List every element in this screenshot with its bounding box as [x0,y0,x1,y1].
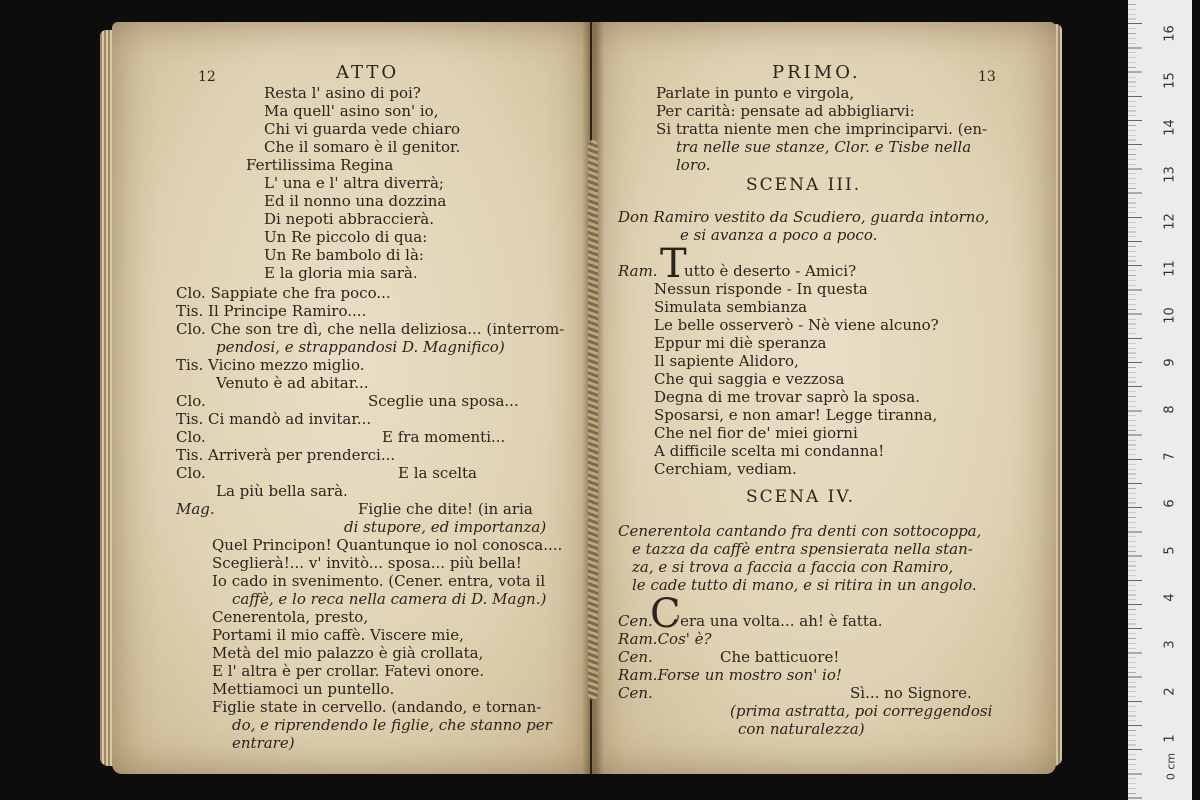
dialogue-line: Sceglierà!... v' invitò... sposa... più bella! [212,554,522,572]
stage-direction: za, e si trova a faccia a faccia con Ramiro, [632,558,954,576]
scene-heading: SCENA IV. [746,487,856,507]
dialogue-line: Nessun risponde - In questa [654,280,868,298]
measuring-ruler [1128,0,1192,800]
dialogue-line: Tis. Ci mandò ad invitar... [176,410,372,428]
dialogue-line: Sì... no Signore. [850,684,972,702]
ruler-number: 2 [1162,687,1178,696]
ruler-number: 7 [1162,452,1178,461]
dialogue-line: E l' altra è per crollar. Fatevi onore. [212,662,485,680]
dialogue-line: Che qui saggia e vezzosa [654,370,845,388]
stage-direction: entrare) [232,734,295,752]
speaker-label: Cen. [618,612,653,630]
stage-direction: do, e riprendendo le figlie, che stanno per [232,716,552,734]
dialogue-line: Cerchiam, vediam. [654,460,797,478]
stage-direction: caffè, e lo reca nella camera di D. Magn.) [232,590,547,608]
dialogue-line: Tis. Vicino mezzo miglio. [176,356,365,374]
dialogue-line: Ram.Forse un mostro son' io! [618,666,842,684]
drop-cap: C [650,591,681,637]
stage-direction: e si avanza a poco a poco. [680,226,878,244]
dialogue-line: utto è deserto - Amici? [684,262,857,280]
dialogue-line: E fra momenti... [382,428,506,446]
ruler-number: 9 [1162,358,1178,367]
page-number: 12 [198,69,216,85]
verse-line: Che il somaro è il genitor. [264,138,461,156]
speaker-label: Cen. [618,648,653,666]
stage-direction: Cenerentola cantando fra denti con sottocoppa, [618,522,982,540]
running-head: ATTO [336,62,400,83]
dialogue-line: Quel Principon! Quantunque io nol conosca.... [212,536,563,554]
dialogue-line: Le belle osserverò - Nè viene alcuno? [654,316,939,334]
running-head: PRIMO. [772,62,861,83]
dialogue-line: A difficile scelta mi condanna! [654,442,885,460]
stage-direction: (prima astratta, poi correggendosi [730,702,993,720]
page-number: 13 [978,69,996,85]
stage-direction: loro. [676,156,711,174]
dialogue-line: Clo. Che son tre dì, che nella deliziosa... (interrom- [176,320,565,338]
verse-line: Ed il nonno una dozzina [264,192,447,210]
dialogue-line: Sceglie una sposa... [368,392,519,410]
ruler-number: 11 [1162,260,1178,277]
dialogue-line: Tis. Arriverà per prenderci... [176,446,396,464]
dialogue-line: Portami il mio caffè. Viscere mie, [212,626,464,644]
ruler-number: 10 [1162,307,1178,324]
verse-line: E la gloria mia sarà. [264,264,418,282]
dialogue-line: 'era una volta... ah! è fatta. [676,612,883,630]
dialogue-line: Si tratta niente men che imprinciparvi. (en- [656,120,988,138]
verse-line: Di nepoti abbraccierà. [264,210,434,228]
ruler-unit-label: 0 cm [1164,752,1178,781]
verse-line: Fertilissima Regina [246,156,394,174]
verse-line: Un Re bambolo di là: [264,246,424,264]
speaker-label: Clo. [176,464,206,482]
dialogue-line: Mettiamoci un puntello. [212,680,395,698]
dialogue-line: Venuto è ad abitar... [216,374,369,392]
stage-direction: tra nelle sue stanze, Clor. e Tisbe nella [676,138,972,156]
dialogue-line: Figlie che dite! (in aria [358,500,533,518]
ruler-number: 8 [1162,405,1178,414]
dialogue-line: Parlate in punto e virgola, [656,84,855,102]
right-page [592,22,1056,774]
ruler-number: 6 [1162,499,1178,508]
ruler-number: 12 [1162,213,1178,230]
dialogue-line: Sposarsi, e non amar! Legge tiranna, [654,406,938,424]
dialogue-line: Per carità: pensate ad abbigliarvi: [656,102,915,120]
verse-line: Resta l' asino di poi? [264,84,421,102]
verse-line: Ma quell' asino son' io, [264,102,439,120]
dialogue-line: Cenerentola, presto, [212,608,369,626]
ruler-number: 15 [1162,72,1178,89]
dialogue-line: Ram.Cos' è? [618,630,712,648]
dialogue-line: Che nel fior de' miei giorni [654,424,858,442]
dialogue-line: Clo. Sappiate che fra poco... [176,284,391,302]
left-page [112,22,590,774]
dialogue-line: La più bella sarà. [216,482,348,500]
dialogue-line: Che batticuore! [720,648,840,666]
binding-cord [588,140,598,700]
dialogue-line: Il sapiente Alidoro, [654,352,799,370]
verse-line: L' una e l' altra diverrà; [264,174,444,192]
verse-line: Un Re piccolo di qua: [264,228,428,246]
ruler-number: 16 [1162,25,1178,42]
dialogue-line: Degna di me trovar saprò la sposa. [654,388,920,406]
drop-cap: T [660,241,687,287]
dialogue-line: E la scelta [398,464,477,482]
dialogue-line: Io cado in svenimento. (Cener. entra, vota il [212,572,546,590]
ruler-number: 14 [1162,119,1178,136]
ruler-number: 1 [1162,734,1178,743]
dialogue-line: Tis. Il Principe Ramiro.... [176,302,367,320]
speaker-label: Clo. [176,428,206,446]
speaker-label: Cen. [618,684,653,702]
speaker-label: Ram. [618,262,658,280]
dialogue-line: Simulata sembianza [654,298,808,316]
stage-direction: di stupore, ed importanza) [344,518,547,536]
dialogue-line: Figlie state in cervello. (andando, e tornan- [212,698,542,716]
stage-direction: e tazza da caffè entra spensierata nella stan- [632,540,973,558]
scene-heading: SCENA III. [746,175,862,195]
speaker-label: Clo. [176,392,206,410]
verse-line: Chi vi guarda vede chiaro [264,120,461,138]
ruler-number: 3 [1162,640,1178,649]
ruler-number: 4 [1162,593,1178,602]
stage-direction: le cade tutto di mano, e si ritira in un angolo. [632,576,977,594]
stage-direction: Don Ramiro vestito da Scudiero, guarda intorno, [618,208,990,226]
dialogue-line: Eppur mi diè speranza [654,334,827,352]
speaker-label: Mag. [176,500,215,518]
ruler-number: 13 [1162,166,1178,183]
stage-direction: con naturalezza) [738,720,865,738]
ruler-number: 5 [1162,546,1178,555]
stage-direction: pendosi, e strappandosi D. Magnifico) [216,338,505,356]
dialogue-line: Metà del mio palazzo è già crollata, [212,644,484,662]
